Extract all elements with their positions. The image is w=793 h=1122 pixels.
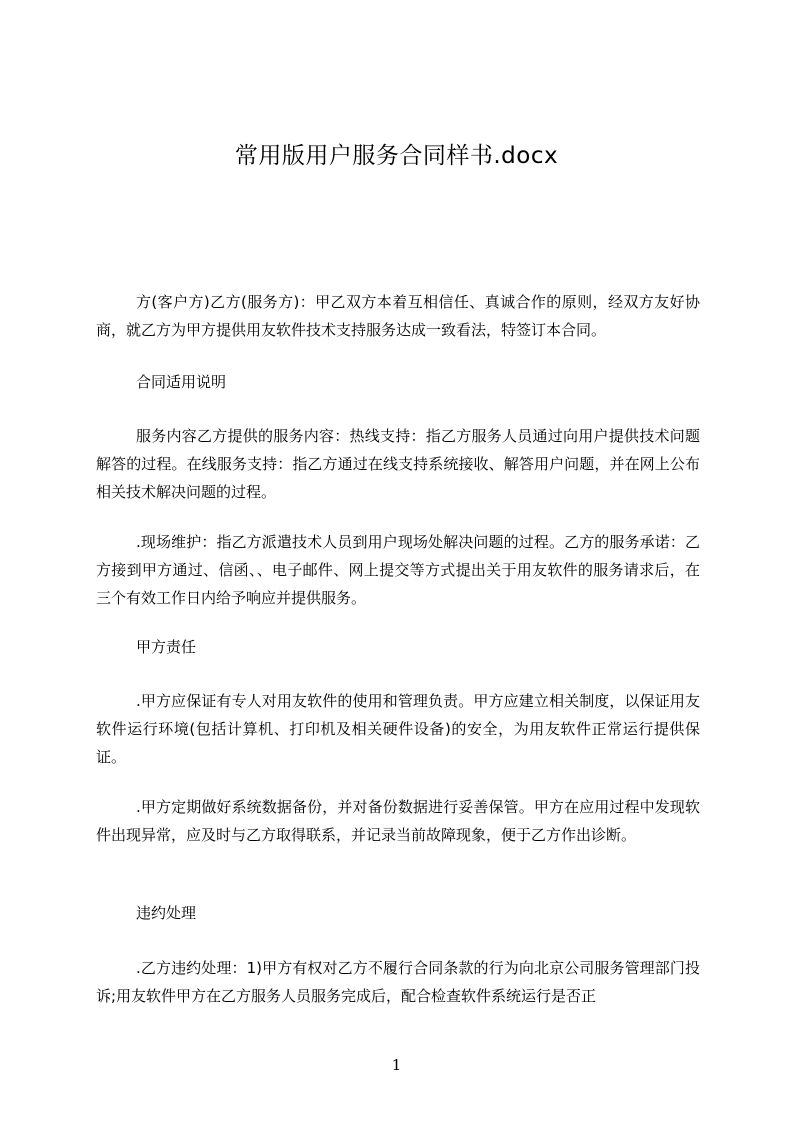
intro-paragraph: 方(客户方)乙方(服务方)：甲乙双方本着互相信任、真诚合作的原则，经双方友好协商，就乙方为甲方提供用友软件技术支持服务达成一致看法，特签订本合同。: [96, 293, 700, 339]
heading-breach: 违约处理: [136, 904, 197, 922]
breach-paragraph: .乙方违约处理：1)甲方有权对乙方不履行合同条款的行为向北京公司服务管理部门投诉;用友软件甲方在乙方服务人员服务完成后，配合检查软件系统运行是否正: [96, 959, 700, 1005]
page-number: 1: [391, 1056, 402, 1074]
onsite-maintenance-paragraph: .现场维护：指乙方派遣技术人员到用户现场处解决问题的过程。乙方的服务承诺：乙方接到甲方通过、信函、、电子邮件、网上提交等方式提出关于用友软件的服务请求后，在三个有效工作日内给予响应并提供服务。: [96, 533, 700, 607]
heading-party-a: 甲方责任: [136, 638, 197, 656]
heading-applicable: 合同适用说明: [136, 373, 227, 391]
party-a-duty-2-paragraph: .甲方定期做好系统数据备份，并对备份数据进行妥善保管。甲方在应用过程中发现软件出现异常，应及时与乙方取得联系，并记录当前故障现象，便于乙方作出诊断。: [96, 798, 700, 844]
party-a-duty-1-paragraph: .甲方应保证有专人对用友软件的使用和管理负责。甲方应建立相关制度，以保证用友软件运行环境(包括计算机、打印机及相关硬件设备)的安全，为用友软件正常运行提供保证。: [96, 692, 700, 766]
document-title: 常用版用户服务合同样书.docx: [234, 143, 559, 169]
service-content-paragraph: 服务内容乙方提供的服务内容：热线支持：指乙方服务人员通过向用户提供技术问题解答的过程。在线服务支持：指乙方通过在线支持系统接收、解答用户问题，并在网上公布相关技术解决问题的过程。: [96, 427, 700, 501]
